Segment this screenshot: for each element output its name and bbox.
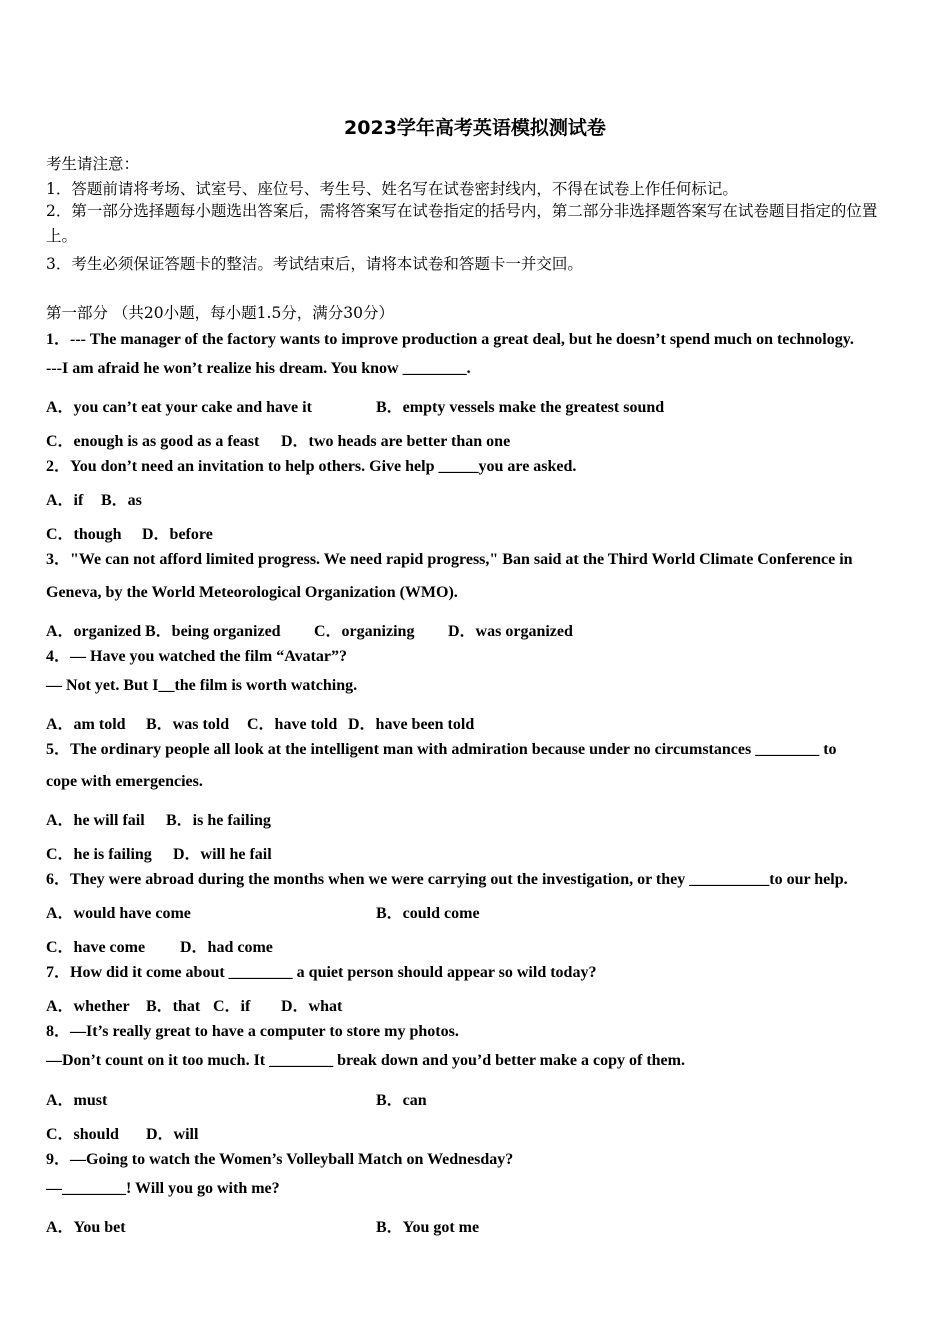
- question-7-option-c[interactable]: C．if: [213, 998, 251, 1015]
- question-9-line-2: —________! Will you go with me?: [46, 1180, 280, 1197]
- question-7-option-b[interactable]: B．that: [146, 998, 201, 1015]
- question-3-option-d[interactable]: D．was organized: [448, 623, 573, 640]
- question-3-option-a[interactable]: A．organized: [46, 623, 142, 640]
- question-4-line-1: 4．— Have you watched the film “Avatar”?: [46, 648, 348, 665]
- question-4-line-2: — Not yet. But I__the film is worth watching.: [46, 677, 358, 694]
- question-4-option-d[interactable]: D．have been told: [348, 716, 475, 733]
- question-6-option-c[interactable]: C．have come: [46, 939, 146, 956]
- question-2-option-a[interactable]: A．if: [46, 492, 84, 509]
- question-8-option-a[interactable]: A．must: [46, 1092, 108, 1109]
- question-2-option-c[interactable]: C．though: [46, 526, 122, 543]
- question-8-option-b[interactable]: B．can: [376, 1092, 427, 1109]
- question-2-line-1: 2．You don’t need an invitation to help others. Give help _____you are asked.: [46, 458, 577, 475]
- notice-item-1: 1．答题前请将考场、试室号、座位号、考生号、姓名写在试卷密封线内，不得在试卷上作任何标记。: [46, 180, 738, 198]
- question-7-option-d[interactable]: D．what: [281, 998, 343, 1015]
- question-8-option-d[interactable]: D．will: [146, 1126, 199, 1143]
- question-6-option-a[interactable]: A．would have come: [46, 905, 191, 922]
- question-3-option-c[interactable]: C．organizing: [314, 623, 415, 640]
- question-8-line-2: —Don’t count on it too much. It ________ break down and you’d better make a copy of them.: [46, 1052, 685, 1069]
- question-9-line-1: 9．—Going to watch the Women’s Volleyball Match on Wednesday?: [46, 1151, 514, 1168]
- question-4-option-b[interactable]: B．was told: [146, 716, 230, 733]
- question-1-option-b[interactable]: B．empty vessels make the greatest sound: [376, 399, 665, 416]
- question-3-option-b[interactable]: B．being organized: [145, 623, 281, 640]
- question-2-option-b[interactable]: B．as: [101, 492, 142, 509]
- question-8-option-c[interactable]: C．should: [46, 1126, 119, 1143]
- notice-item-3: 3．考生必须保证答题卡的整洁。考试结束后，请将本试卷和答题卡一并交回。: [46, 255, 583, 273]
- question-1-option-c[interactable]: C．enough is as good as a feast: [46, 433, 260, 450]
- question-9-option-a[interactable]: A．You bet: [46, 1219, 126, 1236]
- section-heading: 第一部分 （共20小题，每小题1.5分，满分30分）: [46, 304, 395, 322]
- question-1-line-2: ---I am afraid he won’t realize his dream. You know ________.: [46, 360, 471, 377]
- question-5-option-d[interactable]: D．will he fail: [173, 846, 272, 863]
- question-4-option-c[interactable]: C．have told: [247, 716, 338, 733]
- question-5-option-a[interactable]: A．he will fail: [46, 812, 145, 829]
- question-8-line-1: 8．—It’s really great to have a computer to store my photos.: [46, 1023, 459, 1040]
- question-3-line-2: Geneva, by the World Meteorological Organization (WMO).: [46, 584, 458, 601]
- question-9-option-b[interactable]: B．You got me: [376, 1219, 480, 1236]
- question-5-option-b[interactable]: B．is he failing: [166, 812, 271, 829]
- question-1-line-1: 1．--- The manager of the factory wants to improve production a great deal, but he doesn’t spend much on technology.: [46, 331, 854, 348]
- question-1-option-d[interactable]: D．two heads are better than one: [281, 433, 511, 450]
- question-2-option-d[interactable]: D．before: [142, 526, 213, 543]
- question-6-option-b[interactable]: B．could come: [376, 905, 480, 922]
- question-7-line-1: 7．How did it come about ________ a quiet person should appear so wild today?: [46, 964, 597, 981]
- question-4-option-a[interactable]: A．am told: [46, 716, 126, 733]
- question-3-line-1: 3．"We can not afford limited progress. We need rapid progress," Ban said at the Third World Climate Conference in: [46, 551, 853, 568]
- question-5-option-c[interactable]: C．he is failing: [46, 846, 152, 863]
- page-title: 2023学年高考英语模拟测试卷: [344, 117, 606, 139]
- notice-item-2: 2．第一部分选择题每小题选出答案后，需将答案写在试卷指定的括号内，第二部分非选择题答案写在试卷题目指定的位置上。: [46, 202, 878, 245]
- question-6-option-d[interactable]: D．had come: [180, 939, 273, 956]
- question-6-line-1: 6．They were abroad during the months when we were carrying out the investigation, or they __________to our help.: [46, 871, 848, 888]
- question-1-option-a[interactable]: A．you can’t eat your cake and have it: [46, 399, 312, 416]
- question-7-option-a[interactable]: A．whether: [46, 998, 130, 1015]
- question-5-line-2: cope with emergencies.: [46, 773, 203, 790]
- notice-heading: 考生请注意：: [46, 155, 140, 173]
- question-5-line-1: 5．The ordinary people all look at the intelligent man with admiration because under no circumstances ________ to: [46, 741, 837, 758]
